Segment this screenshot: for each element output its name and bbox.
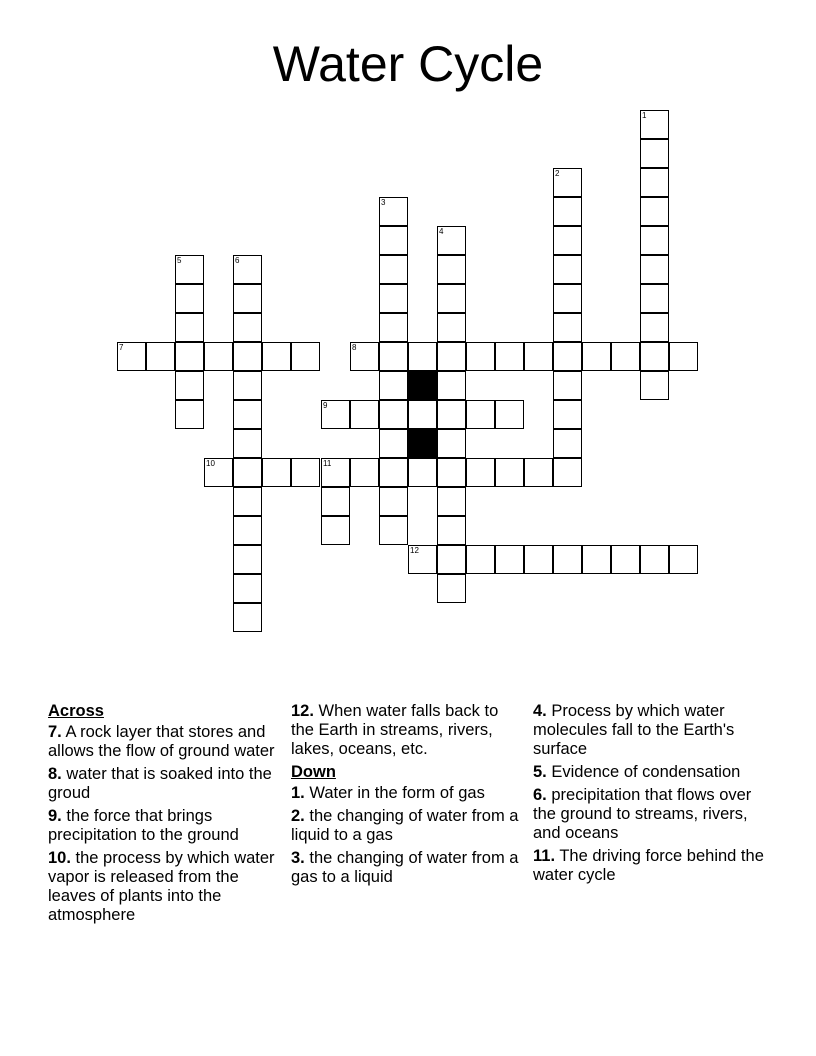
clue-number-label: 6 bbox=[235, 256, 240, 265]
grid-cell[interactable] bbox=[175, 255, 204, 284]
grid-cell[interactable] bbox=[233, 255, 262, 284]
grid-cell[interactable] bbox=[291, 342, 320, 371]
grid-cell[interactable] bbox=[640, 255, 669, 284]
grid-cell[interactable] bbox=[175, 371, 204, 400]
grid-cell[interactable] bbox=[553, 458, 582, 487]
grid-cell[interactable] bbox=[262, 458, 291, 487]
grid-cell[interactable] bbox=[437, 458, 466, 487]
clue-number: 12. bbox=[291, 702, 314, 720]
grid-cell[interactable] bbox=[582, 342, 611, 371]
grid-cell[interactable] bbox=[321, 516, 350, 545]
clue-number-label: 12 bbox=[410, 546, 419, 555]
clue-number-label: 11 bbox=[323, 459, 332, 468]
grid-cell[interactable] bbox=[553, 255, 582, 284]
grid-cell[interactable] bbox=[408, 458, 437, 487]
grid-cell[interactable] bbox=[582, 545, 611, 574]
grid-cell[interactable] bbox=[437, 429, 466, 458]
clue-number: 2. bbox=[291, 807, 305, 825]
grid-cell[interactable] bbox=[437, 284, 466, 313]
grid-cell[interactable] bbox=[408, 545, 437, 574]
clues-column-2 bbox=[291, 702, 523, 891]
grid-cell[interactable] bbox=[233, 487, 262, 516]
down-heading: Down bbox=[291, 763, 336, 781]
grid-cell[interactable] bbox=[291, 458, 320, 487]
grid-cell[interactable] bbox=[437, 255, 466, 284]
grid-cell[interactable] bbox=[437, 313, 466, 342]
grid-cell[interactable] bbox=[437, 487, 466, 516]
clue-number-label: 5 bbox=[177, 256, 182, 265]
grid-cell[interactable] bbox=[553, 429, 582, 458]
clue-text: When water falls back to the Earth in streams, rivers, lakes, oceans, etc. bbox=[291, 702, 499, 758]
clue-across-7 bbox=[48, 723, 280, 761]
grid-cell[interactable] bbox=[640, 139, 669, 168]
grid-cell[interactable] bbox=[175, 400, 204, 429]
grid-cell[interactable] bbox=[640, 110, 669, 139]
grid-cell[interactable] bbox=[233, 545, 262, 574]
grid-cell[interactable] bbox=[379, 429, 408, 458]
grid-cell[interactable] bbox=[204, 458, 233, 487]
clue-number-label: 7 bbox=[119, 343, 124, 352]
puzzle-title: Water Cycle bbox=[272, 36, 544, 92]
clue-down-6 bbox=[533, 786, 765, 843]
grid-cell[interactable] bbox=[117, 342, 146, 371]
clue-down-3 bbox=[291, 849, 523, 887]
grid-cell[interactable] bbox=[350, 458, 379, 487]
grid-cell[interactable] bbox=[466, 342, 495, 371]
grid-cell[interactable] bbox=[233, 574, 262, 603]
grid-cell[interactable] bbox=[553, 371, 582, 400]
grid-cell[interactable] bbox=[204, 342, 233, 371]
clue-number: 1. bbox=[291, 784, 305, 802]
grid-cell[interactable] bbox=[379, 458, 408, 487]
grid-cell[interactable] bbox=[350, 342, 379, 371]
clue-number-label: 1 bbox=[642, 111, 647, 120]
grid-cell[interactable] bbox=[640, 284, 669, 313]
grid-cell[interactable] bbox=[466, 545, 495, 574]
clue-down-5 bbox=[533, 763, 765, 782]
grid-cell[interactable] bbox=[611, 545, 640, 574]
clue-number: 3. bbox=[291, 849, 305, 867]
clue-text: A rock layer that stores and allows the flow of ground water bbox=[48, 723, 275, 760]
grid-cell[interactable] bbox=[553, 226, 582, 255]
clues-column-1 bbox=[48, 702, 280, 929]
grid-cell[interactable] bbox=[233, 342, 262, 371]
clue-number-label: 9 bbox=[323, 401, 328, 410]
grid-cell[interactable] bbox=[495, 458, 524, 487]
clue-text: the process by which water vapor is released from the leaves of plants into the atmosphere bbox=[48, 849, 275, 924]
grid-cell[interactable] bbox=[379, 226, 408, 255]
grid-cell[interactable] bbox=[437, 371, 466, 400]
grid-cell[interactable] bbox=[408, 342, 437, 371]
grid-cell[interactable] bbox=[233, 284, 262, 313]
clue-text: the changing of water from a gas to a liquid bbox=[291, 849, 519, 886]
grid-cell[interactable] bbox=[379, 342, 408, 371]
grid-cell[interactable] bbox=[640, 226, 669, 255]
clue-text: Process by which water molecules fall to the Earth's surface bbox=[533, 702, 735, 758]
clue-number: 10. bbox=[48, 849, 71, 867]
grid-cell[interactable] bbox=[437, 516, 466, 545]
grid-cell[interactable] bbox=[233, 313, 262, 342]
grid-cell[interactable] bbox=[321, 487, 350, 516]
clue-number-label: 3 bbox=[381, 198, 386, 207]
grid-cell[interactable] bbox=[233, 429, 262, 458]
clue-down-4 bbox=[533, 702, 765, 759]
clue-number: 6. bbox=[533, 786, 547, 804]
across-heading: Across bbox=[48, 702, 104, 720]
clue-number-label: 8 bbox=[352, 343, 357, 352]
grid-cell[interactable] bbox=[640, 545, 669, 574]
clue-down-1 bbox=[291, 784, 523, 803]
grid-cell[interactable] bbox=[669, 342, 698, 371]
grid-cell[interactable] bbox=[350, 400, 379, 429]
grid-cell[interactable] bbox=[553, 313, 582, 342]
grid-cell[interactable] bbox=[640, 197, 669, 226]
grid-cell[interactable] bbox=[379, 284, 408, 313]
grid-cell[interactable] bbox=[379, 255, 408, 284]
clue-number: 5. bbox=[533, 763, 547, 781]
grid-cell[interactable] bbox=[553, 168, 582, 197]
clue-text: the force that brings precipitation to the ground bbox=[48, 807, 239, 844]
grid-cell[interactable] bbox=[466, 400, 495, 429]
grid-cell[interactable] bbox=[379, 313, 408, 342]
grid-cell[interactable] bbox=[524, 342, 553, 371]
grid-cell[interactable] bbox=[553, 284, 582, 313]
clue-number: 9. bbox=[48, 807, 62, 825]
grid-cell[interactable] bbox=[553, 400, 582, 429]
grid-cell[interactable] bbox=[495, 342, 524, 371]
grid-cell[interactable] bbox=[262, 342, 291, 371]
grid-cell[interactable] bbox=[466, 458, 495, 487]
grid-cell[interactable] bbox=[524, 545, 553, 574]
clue-number: 4. bbox=[533, 702, 547, 720]
grid-cell[interactable] bbox=[233, 516, 262, 545]
clue-number-label: 10 bbox=[206, 459, 215, 468]
grid-cell[interactable] bbox=[379, 197, 408, 226]
clue-text: precipitation that flows over the ground to streams, rivers, and oceans bbox=[533, 786, 752, 842]
grid-cell[interactable] bbox=[611, 342, 640, 371]
clue-number: 7. bbox=[48, 723, 62, 741]
clue-across-12 bbox=[291, 702, 523, 759]
grid-cell[interactable] bbox=[640, 313, 669, 342]
clue-down-11 bbox=[533, 847, 765, 885]
grid-cell[interactable] bbox=[553, 545, 582, 574]
clues-column-3 bbox=[533, 702, 765, 889]
grid-cell[interactable] bbox=[437, 574, 466, 603]
grid-cell[interactable] bbox=[379, 516, 408, 545]
grid-cell[interactable] bbox=[495, 400, 524, 429]
clue-number: 8. bbox=[48, 765, 62, 783]
grid-cell[interactable] bbox=[437, 342, 466, 371]
grid-cell[interactable] bbox=[146, 342, 175, 371]
clue-text: Evidence of condensation bbox=[551, 763, 741, 781]
clue-number-label: 4 bbox=[439, 227, 444, 236]
grid-cell[interactable] bbox=[553, 197, 582, 226]
grid-cell[interactable] bbox=[524, 458, 553, 487]
grid-cell[interactable] bbox=[379, 371, 408, 400]
clue-across-10 bbox=[48, 849, 280, 925]
grid-cell[interactable] bbox=[379, 487, 408, 516]
grid-cell[interactable] bbox=[640, 168, 669, 197]
clue-number-label: 2 bbox=[555, 169, 560, 178]
clue-number: 11. bbox=[533, 847, 556, 865]
clue-text: Water in the form of gas bbox=[309, 784, 485, 802]
grid-cell[interactable] bbox=[669, 545, 698, 574]
grid-cell[interactable] bbox=[437, 226, 466, 255]
clue-down-2 bbox=[291, 807, 523, 845]
clue-text: The driving force behind the water cycle bbox=[533, 847, 764, 884]
grid-cell[interactable] bbox=[408, 400, 437, 429]
grid-cell[interactable] bbox=[233, 603, 262, 632]
clue-across-8 bbox=[48, 765, 280, 803]
grid-cell[interactable] bbox=[321, 400, 350, 429]
grid-cell[interactable] bbox=[553, 342, 582, 371]
grid-block bbox=[408, 371, 437, 400]
clue-text: the changing of water from a liquid to a gas bbox=[291, 807, 519, 844]
grid-cell[interactable] bbox=[175, 284, 204, 313]
grid-cell[interactable] bbox=[233, 371, 262, 400]
grid-cell[interactable] bbox=[175, 313, 204, 342]
grid-cell[interactable] bbox=[321, 458, 350, 487]
grid-cell[interactable] bbox=[175, 342, 204, 371]
grid-cell[interactable] bbox=[379, 400, 408, 429]
grid-cell[interactable] bbox=[437, 545, 466, 574]
clue-across-9 bbox=[48, 807, 280, 845]
grid-cell[interactable] bbox=[233, 458, 262, 487]
grid-cell[interactable] bbox=[640, 371, 669, 400]
grid-cell[interactable] bbox=[640, 342, 669, 371]
grid-cell[interactable] bbox=[233, 400, 262, 429]
grid-cell[interactable] bbox=[495, 545, 524, 574]
grid-block bbox=[408, 429, 437, 458]
grid-cell[interactable] bbox=[437, 400, 466, 429]
clue-text: water that is soaked into the groud bbox=[48, 765, 272, 802]
